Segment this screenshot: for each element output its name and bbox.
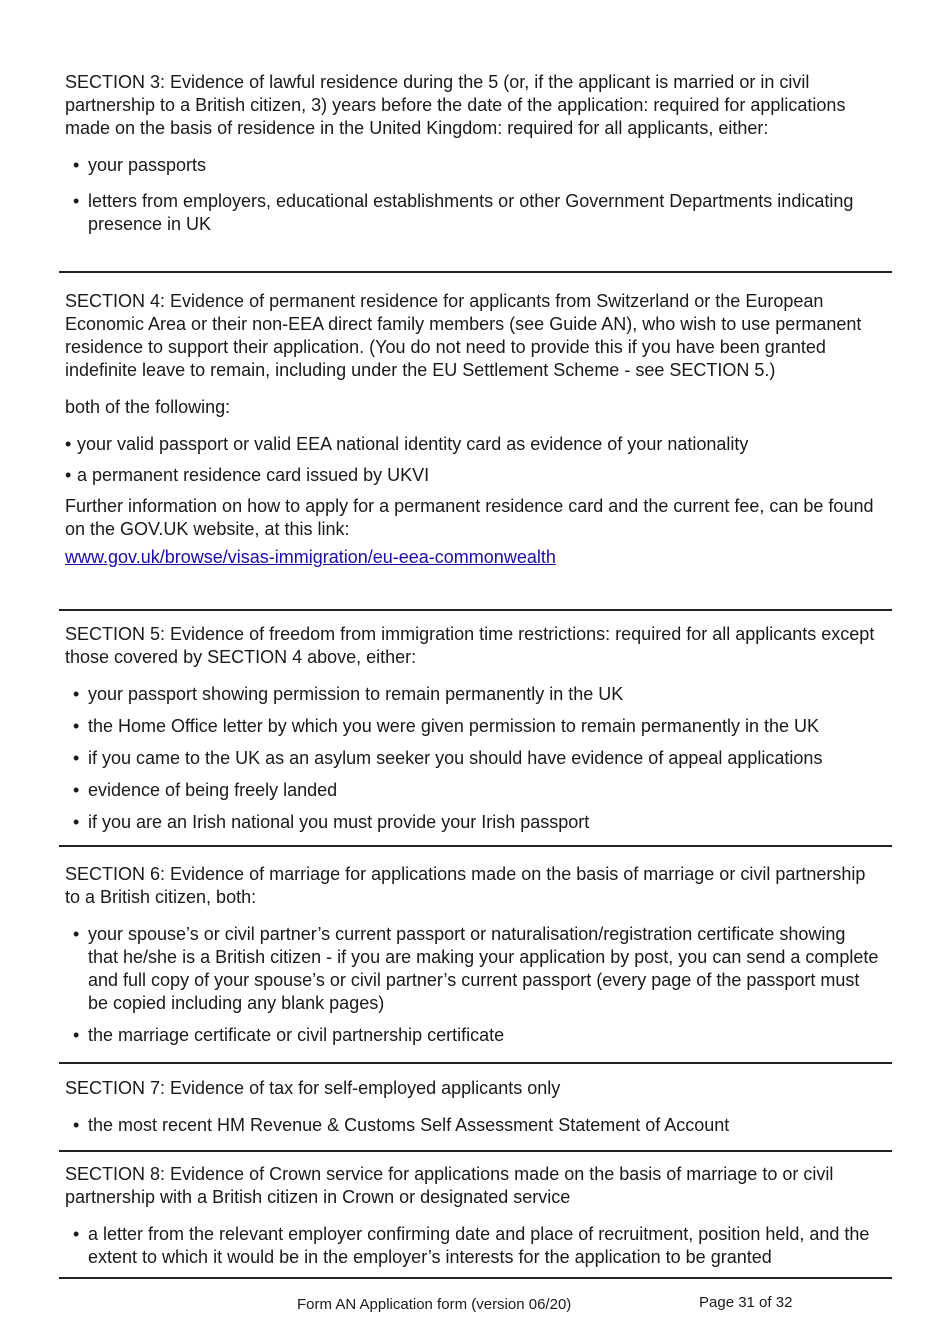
section-6-bullet: • your spouse’s or civil partner’s current passport or naturalisation/registration certificate showing that he/she is a British citizen - if you are making your application by post, you can send a complete and full copy of your spouse’s or civil partner’s current passport (every page of the passport must be copied including any blank pages): [59, 923, 880, 1015]
divider: [59, 1150, 892, 1152]
section-5-bullet: • your passport showing permission to remain permanently in the UK: [59, 683, 880, 706]
section-6-bullet: • the marriage certificate or civil partnership certificate: [59, 1024, 880, 1047]
section-3: [59, 71, 891, 236]
divider: [59, 609, 892, 611]
divider: [59, 271, 892, 273]
section-7-bullet: • the most recent HM Revenue & Customs Self Assessment Statement of Account: [59, 1114, 880, 1137]
section-5-bullet: • the Home Office letter by which you were given permission to remain permanently in the UK: [59, 715, 880, 738]
section-7: [59, 1077, 891, 1137]
section-4-further-info: Further information on how to apply for a permanent residence card and the current fee, can be found on the GOV.UK website, at this link:: [65, 496, 874, 539]
section-5-bullet: • if you came to the UK as an asylum seeker you should have evidence of appeal applications: [59, 747, 880, 770]
divider: [59, 845, 892, 847]
gov-uk-link[interactable]: www.gov.uk/browse/visas-immigration/eu-eea-commonwealth: [65, 547, 556, 567]
section-5-bullet: • if you are an Irish national you must provide your Irish passport: [59, 811, 880, 834]
section-4-bullet: • your valid passport or valid EEA national identity card as evidence of your nationality: [59, 433, 869, 456]
section-4: [59, 290, 891, 569]
section-7-intro: SECTION 7: Evidence of tax for self-employed applicants only: [65, 1078, 561, 1098]
section-8-bullet: • a letter from the relevant employer confirming date and place of recruitment, position held, and the extent to which it would be in the employer’s interests for the application to be granted: [59, 1223, 880, 1269]
section-8: [59, 1163, 891, 1269]
section-4-lead: both of the following:: [65, 397, 231, 417]
section-5-bullet: • evidence of being freely landed: [59, 779, 880, 802]
divider: [59, 1062, 892, 1064]
section-4-intro: SECTION 4: Evidence of permanent residence for applicants from Switzerland or the European Economic Area or their non-EEA direct family members (see Guide AN), who wish to use permanent residence to support their application. (You do not need to provide this if you have been granted indefinite leave to remain, including under the EU Settlement Scheme - see SECTION 5.): [65, 291, 862, 380]
footer-page-number: Page 31 of 32: [699, 1294, 793, 1311]
section-6: [59, 863, 891, 1047]
section-5: [59, 623, 891, 834]
divider: [59, 1277, 892, 1279]
section-3-bullet: • your passports: [59, 154, 880, 177]
section-5-intro: SECTION 5: Evidence of freedom from immigration time restrictions: required for all applicants except those covered by SECTION 4 above, either:: [65, 624, 875, 667]
section-6-intro: SECTION 6: Evidence of marriage for applications made on the basis of marriage or civil partnership to a British citizen, both:: [65, 864, 866, 907]
section-4-bullet: • a permanent residence card issued by UKVI: [59, 464, 869, 487]
section-3-intro: SECTION 3: Evidence of lawful residence during the 5 (or, if the applicant is married or in civil partnership to a British citizen, 3) years before the date of the application: required for applications made on the basis of residence in the United Kingdom: required for all applicants, either:: [65, 72, 846, 138]
footer-form-name: Form AN Application form (version 06/20): [297, 1296, 572, 1313]
section-8-intro: SECTION 8: Evidence of Crown service for applications made on the basis of marriage to or civil partnership with a British citizen in Crown or designated service: [65, 1164, 834, 1207]
section-3-bullet: • letters from employers, educational establishments or other Government Departments indicating presence in UK: [59, 190, 880, 236]
